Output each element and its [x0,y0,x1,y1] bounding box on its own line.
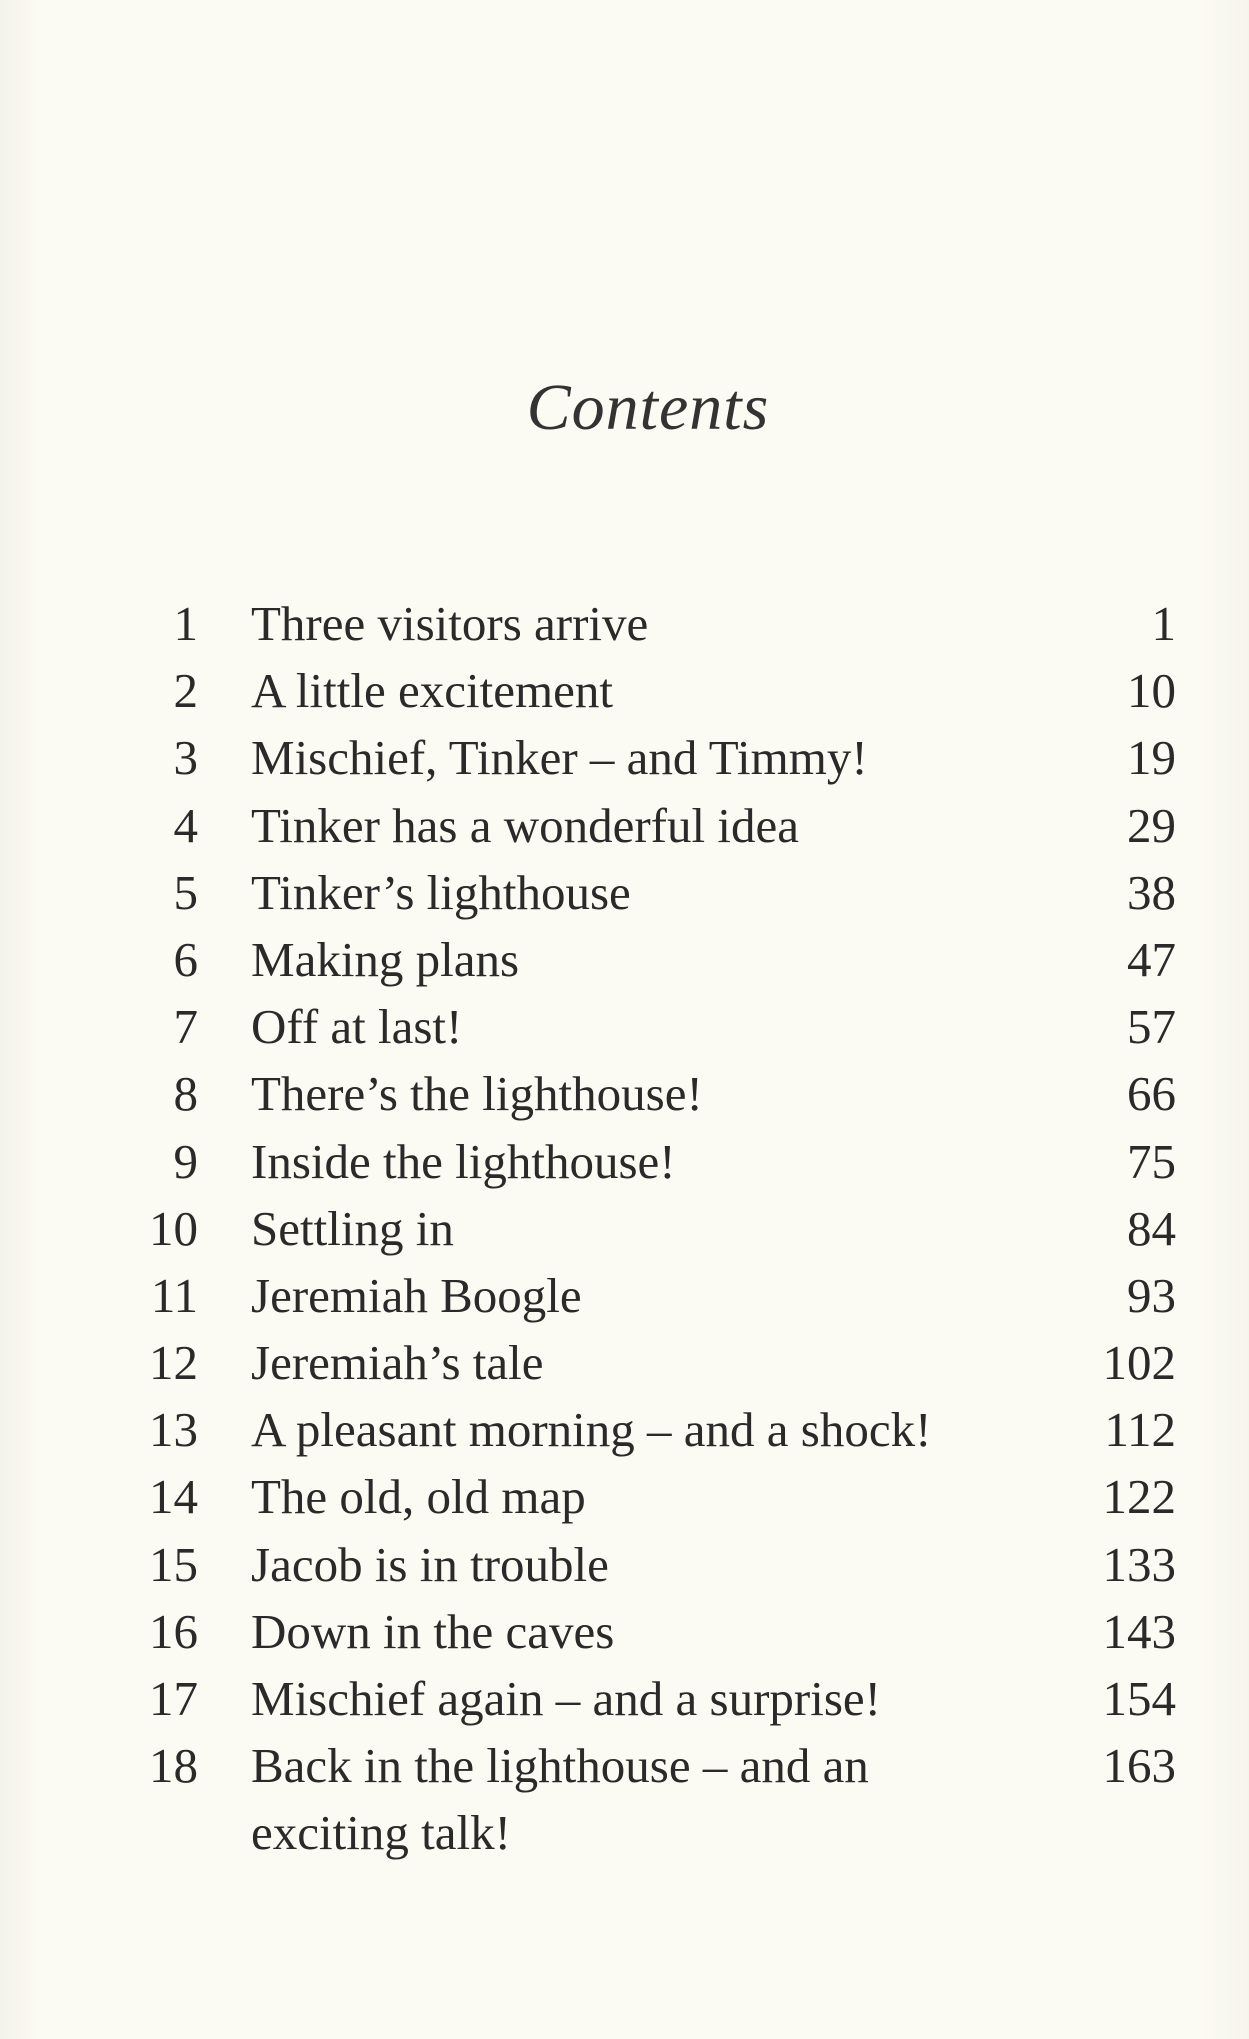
toc-entry [0,1531,1249,1598]
page-number: 66 [1127,1066,1176,1122]
chapter-title: The old, old map [251,1469,586,1525]
page-number: 38 [1127,864,1176,920]
toc-entry [0,1262,1249,1329]
toc-entry [0,1463,1249,1530]
page-number: 163 [1102,1738,1176,1794]
page-title: Contents [526,371,770,444]
toc-entry [0,1598,1249,1665]
chapter-title: Tinker’s lighthouse [251,864,631,920]
toc-entry [0,1665,1249,1732]
toc-entry [0,1396,1249,1463]
page-number: 122 [1102,1469,1176,1525]
toc-entry [0,1732,1249,1866]
table-of-contents [0,590,1249,1867]
page-number: 19 [1127,730,1176,786]
page-number: 47 [1127,931,1176,987]
page-number: 154 [1102,1671,1176,1726]
page-number: 93 [1127,1267,1176,1323]
chapter-number: 15 [149,1536,198,1592]
chapter-number: 12 [149,1335,198,1391]
chapter-title: Down in the caves [251,1603,615,1659]
toc-entry [0,792,1249,859]
chapter-title: A pleasant morning – and a shock! [251,1402,932,1458]
chapter-title: Off at last! [251,999,463,1055]
chapter-title: There’s the lighthouse! [251,1066,703,1122]
chapter-title: Jeremiah’s tale [251,1335,544,1391]
chapter-number: 1 [173,596,198,651]
page-number: 1 [1151,596,1176,651]
page-number: 75 [1127,1133,1176,1189]
toc-entry [0,926,1249,993]
page-number: 112 [1104,1402,1176,1458]
chapter-number: 10 [149,1200,198,1256]
chapter-title: Three visitors arrive [251,596,649,651]
toc-entry [0,1128,1249,1195]
chapter-number: 13 [149,1402,198,1458]
page-number: 10 [1127,663,1176,719]
chapter-number: 11 [150,1267,198,1323]
chapter-title: Making plans [251,931,520,987]
toc-entry [0,657,1249,724]
chapter-number: 14 [149,1469,198,1525]
chapter-title: Jacob is in trouble [251,1536,609,1592]
toc-entry [0,1195,1249,1262]
chapter-title: Jeremiah Boogle [251,1267,582,1323]
toc-entry [0,724,1249,791]
chapter-number: 6 [173,931,198,987]
chapter-title: Tinker has a wonderful idea [251,797,799,853]
chapter-number: 17 [149,1671,198,1726]
page-number: 57 [1127,999,1176,1055]
chapter-number: 5 [173,864,198,920]
page-number: 102 [1102,1335,1176,1391]
toc-entry [0,993,1249,1060]
page-number: 133 [1102,1536,1176,1592]
toc-entry [0,1060,1249,1127]
page-number: 143 [1102,1603,1176,1659]
toc-entry [0,590,1249,657]
chapter-number: 7 [173,999,198,1055]
chapter-number: 4 [173,797,198,853]
chapter-number: 16 [149,1603,198,1659]
chapter-number: 9 [173,1133,198,1189]
page-number: 84 [1127,1200,1176,1256]
toc-entry [0,859,1249,926]
chapter-title: Inside the lighthouse! [251,1133,676,1189]
page-number: 29 [1127,797,1176,853]
chapter-title: Settling in [251,1200,454,1256]
chapter-title: Mischief, Tinker – and Timmy! [251,730,868,786]
chapter-number: 3 [173,730,198,786]
chapter-number: 8 [173,1066,198,1122]
chapter-number: 2 [173,663,198,719]
chapter-number: 18 [149,1738,198,1794]
chapter-title: Mischief again – and a surprise! [251,1671,881,1726]
chapter-title: A little excitement [251,663,613,719]
chapter-title: Back in the lighthouse – and an exciting talk! [251,1738,869,1861]
toc-entry [0,1329,1249,1396]
